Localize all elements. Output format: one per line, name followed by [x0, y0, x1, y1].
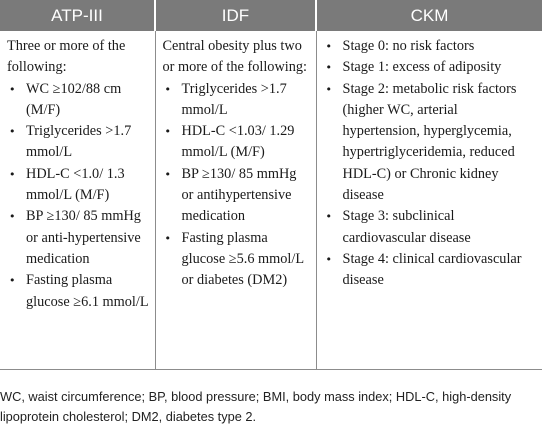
idf-cell	[155, 31, 316, 369]
table-row	[0, 31, 542, 369]
list-item: • WC ≥102/88 cm (M/F)	[7, 79, 151, 122]
list-item: • Stage 0: no risk factors	[324, 36, 539, 57]
list-item: • Fasting plasma glucose ≥6.1 mmol/L	[7, 270, 151, 313]
list-item: • BP ≥130/ 85 mmHg or anti-hypertensive medication	[7, 206, 151, 270]
column-header-ckm: CKM	[316, 0, 542, 31]
atp-iii-intro: Three or more of the following:	[7, 38, 126, 76]
idf-criteria-list	[163, 79, 312, 292]
list-item: • Stage 1: excess of adiposity	[324, 57, 539, 78]
atp-iii-cell	[0, 31, 155, 369]
list-item: • Fasting plasma glucose ≥5.6 mmol/L or diabetes (DM2)	[163, 228, 312, 292]
list-item: • Stage 2: metabolic risk factors (higher WC, arterial hypertension, hyperglycemia, hypertriglyceridemia, reduced HDL-C) or Chronic kidney disease	[324, 79, 539, 207]
list-item: • HDL-C <1.03/ 1.29 mmol/L (M/F)	[163, 121, 312, 164]
list-item: • Triglycerides >1.7 mmol/L	[7, 121, 151, 164]
ckm-stages-list	[324, 36, 539, 292]
table-footnote: WC, waist circumference; BP, blood pressure; BMI, body mass index; HDL-C, high-density lipoprotein cholesterol; DM2, diabetes type 2.	[0, 389, 512, 424]
column-header-idf: IDF	[155, 0, 316, 31]
table-header-row	[0, 0, 542, 31]
list-item: • BP ≥130/ 85 mmHg or antihypertensive medication	[163, 164, 312, 228]
atp-iii-criteria-list	[7, 79, 151, 313]
list-item: • Stage 3: subclinical cardiovascular disease	[324, 206, 539, 249]
column-header-atp-iii: ATP-III	[0, 0, 155, 31]
idf-intro: Central obesity plus two or more of the following:	[162, 38, 308, 76]
list-item: • Triglycerides >1.7 mmol/L	[163, 79, 312, 122]
ckm-cell	[316, 31, 542, 369]
list-item: • Stage 4: clinical cardiovascular disease	[324, 249, 539, 292]
list-item: • HDL-C <1.0/ 1.3 mmol/L (M/F)	[7, 164, 151, 207]
